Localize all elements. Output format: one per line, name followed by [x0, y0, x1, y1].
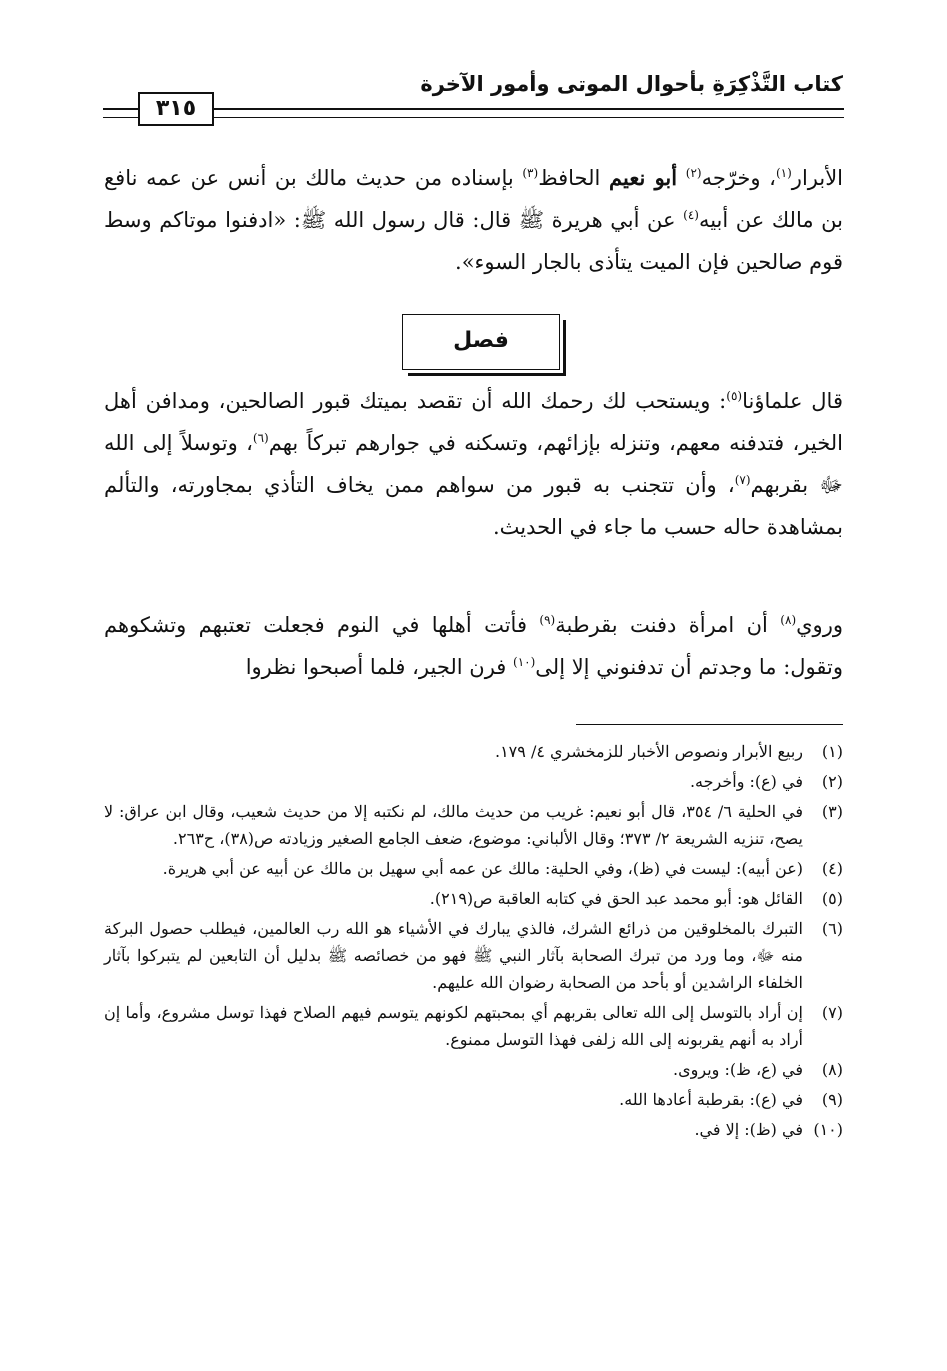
paragraph-2: [104, 380, 843, 548]
text-run: ، وأن تتجنب به قبور من سواهم ممن يخاف التأذي بمجاورته، والتألم بمشاهدة حاله حسب ما جاء في الحديث.: [104, 473, 843, 539]
footnote-text: في (ع، ظ): ويروى.: [673, 1060, 803, 1079]
text-run: ، وتوسلاً إلى الله ﷻ بقربهم: [104, 431, 844, 497]
footnote-item: [104, 1086, 843, 1113]
footnote-ref: (١): [775, 166, 792, 180]
text-run: وروي: [796, 613, 843, 637]
footnote-text: في (ظ): إلا في.: [694, 1120, 803, 1139]
footnote-text: في الحلية ٦/ ٣٥٤، قال أبو نعيم: غريب من حديث مالك، لم نكتبه إلا من حديث شعيب، وقال ابن عراق: لا يصح، تنزيه الشريعة ٢/ ٣٧٣؛ وقال الألباني: موضوع، ضعف الجامع الصغير وزيادته ص(٣٨)، ح٢٦٣.: [104, 802, 803, 848]
paragraph-1: [104, 157, 843, 283]
footnote-separator: [576, 724, 843, 725]
footnote-text: في (ع): بقرطبة أعادها الله.: [619, 1090, 803, 1109]
text-run: فرن الجير، فلما أصبحوا نظروا: [245, 655, 514, 679]
footnote-item: [104, 738, 843, 765]
text-run: الأبرار: [791, 166, 844, 190]
footnote-ref: (٥): [726, 389, 743, 403]
footnote-ref: (٤): [683, 208, 699, 222]
footnote-number: (٧): [821, 1003, 843, 1022]
footnote-item: [104, 855, 843, 882]
header-rule-thin: [103, 117, 844, 118]
page-number: ٣١٥: [138, 92, 214, 126]
paragraph-3: [104, 604, 843, 688]
text-run: أن امرأة دفنت بقرطبة: [555, 613, 781, 637]
footnote-ref: (٧): [734, 473, 751, 487]
text-run: ، وخرّجه: [701, 166, 776, 190]
footnote-item: [104, 915, 843, 996]
text-run: الحافظ: [538, 166, 609, 190]
footnote-number: (٦): [821, 919, 843, 938]
section-heading: فصل: [453, 328, 509, 353]
footnote-ref: (١٠): [513, 655, 536, 669]
footnote-number: (١): [821, 742, 843, 761]
footnote-number: (٢): [821, 772, 843, 791]
footnote-ref: (٨): [780, 613, 797, 627]
footnote-text: التبرك بالمخلوقين من ذرائع الشرك، فالذي يبارك في الأشياء هو الله رب العالمين، فيطلب حصول البركة منه ﷻ، وما ورد من تبرك الصحابة بآثار النبي ﷺ فهو من خصائصه ﷺ بدليل أن التابعين لم يتبركوا بآثار الخلفاء الراشدين أو بأحد من الصحابة رضوان الله عليهم.: [104, 919, 804, 992]
footnote-item: [104, 885, 843, 912]
footnote-ref: (٦): [252, 431, 269, 445]
footnote-text: (عن أبيه): ليست في (ظ)، وفي الحلية: مالك عن عمه أبي سهيل بن مالك عن أبيه عن أبي هريرة.: [162, 859, 803, 878]
text-run: عن أبي هريرة ﷺ قال: قال رسول الله ﷺ: «ادفنوا موتاكم وسط قوم صالحين فإن الميت يتأذى بالجار السوء».: [104, 208, 843, 274]
footnote-item: [104, 768, 843, 795]
footnote-number: (٣): [821, 802, 843, 821]
footnote-item: [104, 1056, 843, 1083]
footnote-number: (٥): [821, 889, 843, 908]
footnote-number: (٨): [821, 1060, 843, 1079]
footnote-item: [104, 999, 843, 1053]
text-run: فأتت أهلها في النوم فجعلت تعتبهم وتشكوهم وتقول: ما وجدتم أن تدفنوني إلا إلى: [104, 613, 843, 679]
footnote-ref: (٩): [539, 613, 556, 627]
footnote-number: (٩): [821, 1090, 843, 1109]
running-header-title: كتاب التَّذْكِرَةِ بأحوال الموتى وأمور الآخرة: [420, 72, 843, 96]
text-run: بإسناده من حديث مالك بن أنس عن عمه نافع بن مالك عن أبيه: [104, 166, 843, 232]
footnote-text: في (ع): وأخرجه.: [689, 772, 803, 791]
footnote-ref: (٢): [685, 166, 702, 180]
text-run: [677, 166, 686, 190]
footnote-number: (١٠): [813, 1120, 843, 1139]
footnote-text: ربيع الأبرار ونصوص الأخبار للزمخشري ٤/ ١٧٩.: [494, 742, 803, 761]
bold-name: أبو نعيم: [609, 165, 678, 190]
text-run: : ويستحب لك رحمك الله أن تقصد بميتك قبور الصالحين، ومدافن أهل الخير، فتدفنه معهم، وتنزله بإزائهم، وتسكنه في جوارهم تبركاً بهم: [104, 389, 843, 455]
text-run: قال علماؤنا: [742, 389, 843, 413]
footnote-text: إن أراد بالتوسل إلى الله تعالى بقربهم أي بمحبتهم لكونهم يتوسم فيهم الصلاح فهذا توسل مشروع، وأما إن أراد به أنهم يقربونه إلى الله زلفى فهذا التوسل ممنوع.: [104, 1003, 804, 1049]
footnotes: [104, 738, 843, 1146]
footnote-number: (٤): [821, 859, 843, 878]
footnote-item: [104, 1116, 843, 1143]
footnote-item: [104, 798, 843, 852]
footnote-text: القائل هو: أبو محمد عبد الحق في كتابه العاقبة ص(٢١٩).: [429, 889, 803, 908]
footnote-ref: (٣): [522, 166, 539, 180]
header-rule: [103, 108, 844, 110]
